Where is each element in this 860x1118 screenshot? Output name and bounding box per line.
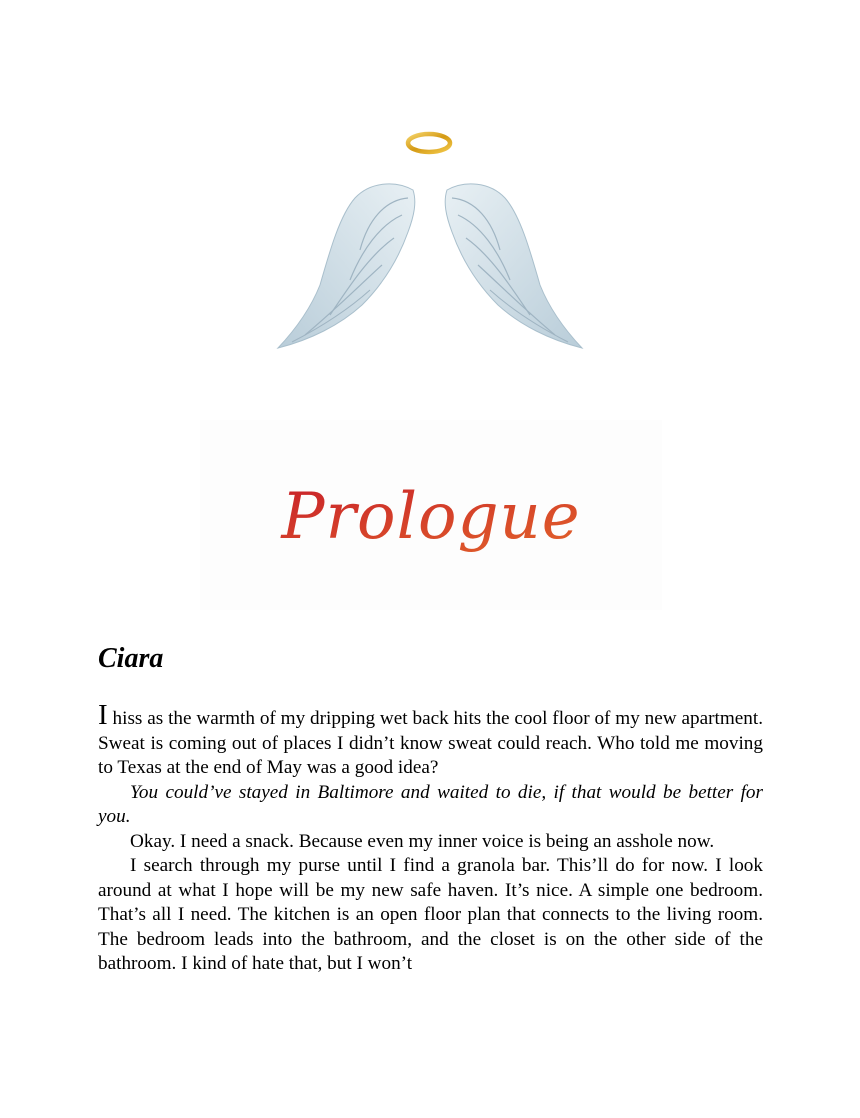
right-wing-shape — [445, 184, 582, 348]
chapter-body — [98, 699, 763, 977]
paragraph-1 — [98, 699, 763, 781]
chapter-heading: Ciara — [98, 643, 164, 674]
drop-cap-letter: I — [98, 699, 108, 731]
prologue-title-text: Prologue — [281, 480, 581, 554]
paragraph-2: You could’ve stayed in Baltimore and waited to die, if that would be better for you. — [98, 781, 763, 827]
paragraph-1-text: hiss as the warmth of my dripping wet back hits the cool floor of my new apartment. Sweat is coming out of places I didn’t know sweat could reach. Who told me moving to Texas at the end of May was a good idea? — [98, 708, 763, 778]
paragraph-3: Okay. I need a snack. Because even my inner voice is being an asshole now. — [130, 830, 715, 852]
prologue-title-art — [200, 420, 662, 610]
paragraph-4: I search through my purse until I find a granola bar. This’ll do for now. I look around at what I hope will be my new safe haven. It’s nice. A simple one bedroom. That’s all I need. The kitchen is an open floor plan that connects to the living room. The bedroom leads into the bathroom, and the closet is on the other side of the bathroom. I kind of hate that, but I won’t — [98, 855, 763, 974]
angel-wings-halo-icon — [270, 120, 590, 360]
left-wing-shape — [278, 184, 415, 348]
halo-shape — [408, 134, 450, 152]
